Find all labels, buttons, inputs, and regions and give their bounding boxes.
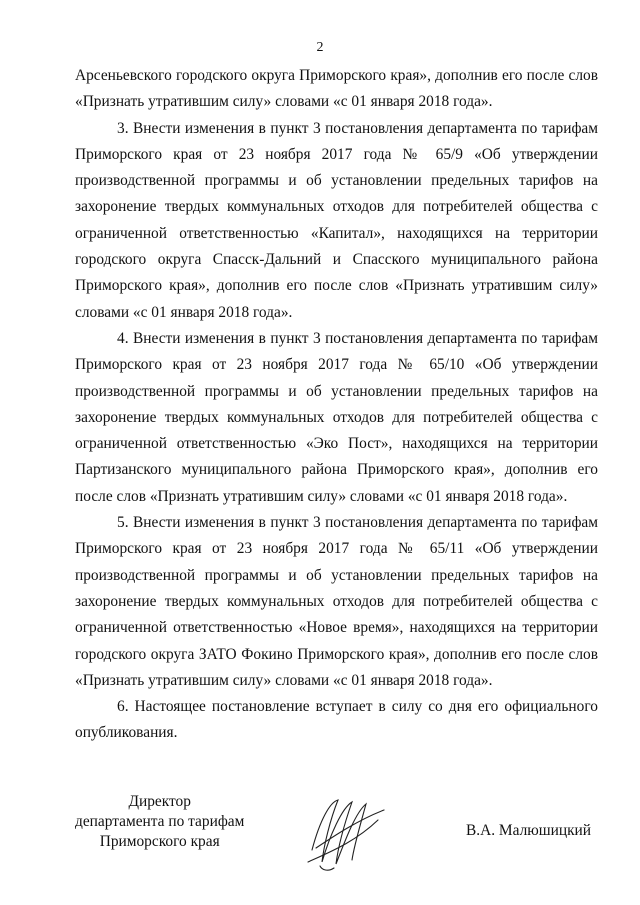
paragraph-item-6: 6. Настоящее постановление вступает в силу со дня его официального опубликования.: [75, 698, 598, 742]
page-number: 2: [316, 40, 324, 55]
document-body: [75, 63, 598, 747]
paragraph-item-3: 3. Внести изменения в пункт 3 постановления департамента по тарифам Приморского края от 23 ноября 2017 года № 65/9 «Об утверждении производственной программы и об установлении предельных тарифов на захоронение твердых коммунальных отходов для потребителей общества с ограниченной ответственностью «Капитал», находящихся на территории городского округа Спасск-Дальний и Спасского муниципального района Приморского края», дополнив его после слов «Признать утратившим силу» словами «с 01 января 2018 года».: [75, 119, 598, 321]
signatory-title-line1: Директор: [128, 793, 191, 810]
paragraph-item-5: 5. Внести изменения в пункт 3 постановления департамента по тарифам Приморского края от 23 ноября 2017 года № 65/11 «Об утверждении производственной программы и об установлении предельных тарифов на захоронение твердых коммунальных отходов для потребителей общества с ограниченной ответственностью «Новое время», находящихся на территории городского округа ЗАТО Фокино Приморского края», дополнив его после слов «Признать утратившим силу» словами «с 01 января 2018 года».: [75, 514, 598, 689]
signatory-title-line3: Приморского края: [99, 833, 220, 850]
signatory-title: [75, 792, 244, 852]
signer-name: В.А. Малюшицкий: [466, 822, 592, 839]
handwritten-signature: [300, 790, 390, 880]
paragraph-continuation: Арсеньевского городского округа Приморского края», дополнив его после слов «Признать утратившим силу» словами «с 01 января 2018 года».: [75, 67, 598, 111]
paragraph-item-4: 4. Внести изменения в пункт 3 постановления департамента по тарифам Приморского края от 23 ноября 2017 года № 65/10 «Об утверждении производственной программы и об установлении предельных тарифов на захоронение твердых коммунальных отходов для потребителей общества с ограниченной ответственностью «Эко Пост», находящихся на территории Партизанского муниципального района Приморского края», дополнив его после слов «Признать утратившим силу» словами «с 01 января 2018 года».: [75, 329, 598, 505]
signatory-title-line2: департамента по тарифам: [75, 813, 245, 830]
